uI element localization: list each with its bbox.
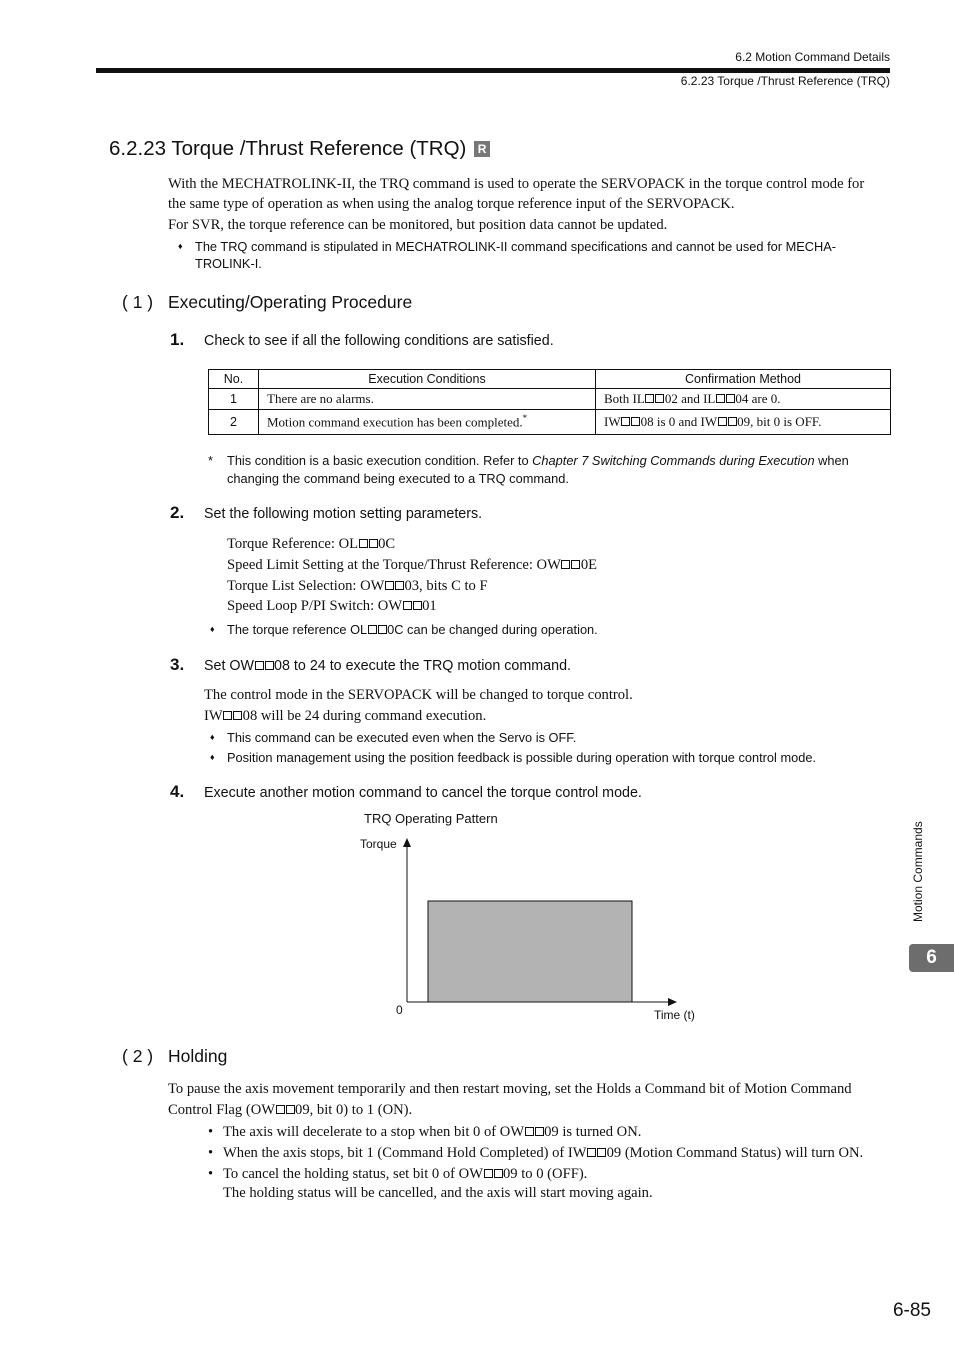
square-icon xyxy=(718,417,727,426)
intro-line-2: the same type of operation as when using the analog torque reference input of the SERVOPACK. xyxy=(168,196,735,212)
holding-line-1: To pause the axis movement temporarily and then restart moving, set the Holds a Command bit of Motion Command xyxy=(168,1081,852,1097)
step-text: 08 to 24 to execute the TRQ motion command. xyxy=(274,658,572,674)
square-icon xyxy=(525,1127,534,1136)
bullet-dot-icon: • xyxy=(208,1124,214,1140)
square-icon xyxy=(385,581,394,590)
header-confirmation-method: Confirmation Method xyxy=(596,370,891,389)
method-part: 04 are 0. xyxy=(735,391,781,406)
step-3-note-2: Position management using the position feedback is possible during operation with torque control mode. xyxy=(227,750,817,765)
bullet-text: 09 to 0 (OFF). xyxy=(503,1166,588,1182)
square-icon xyxy=(223,711,232,720)
bullet-text: 09 is turned ON. xyxy=(544,1124,642,1140)
step-3-note-1: This command can be executed even when the Servo is OFF. xyxy=(227,730,577,745)
method-part: 09, bit 0 is OFF. xyxy=(737,414,822,429)
square-icon xyxy=(395,581,404,590)
square-icon xyxy=(535,1127,544,1136)
square-icon xyxy=(403,601,412,610)
param-text: Torque Reference: OL xyxy=(227,536,359,552)
diagram-x-label: Time (t) xyxy=(654,1008,695,1022)
square-icon xyxy=(631,417,640,426)
page-number: 6-85 xyxy=(892,1300,931,1321)
table-row xyxy=(209,410,891,435)
y-axis-arrow-icon xyxy=(403,838,411,847)
intro-line-3: For SVR, the torque reference can be monitored, but position data cannot be updated. xyxy=(168,217,668,233)
holding-bullet-3-continuation: The holding status will be cancelled, and the axis will start moving again. xyxy=(223,1185,653,1201)
param-text: 0E xyxy=(580,557,598,573)
square-icon xyxy=(726,394,735,403)
execution-conditions-table xyxy=(208,369,891,435)
square-icon xyxy=(233,711,242,720)
holding-bullet-2 xyxy=(223,1143,863,1164)
square-icon xyxy=(484,1169,493,1178)
diagram-title: TRQ Operating Pattern xyxy=(364,811,498,826)
intro-note-line-2: TROLINK-I. xyxy=(195,256,262,271)
method-part: 02 and IL xyxy=(664,391,716,406)
bullet-text: To cancel the holding status, set bit 0 of OW xyxy=(223,1166,483,1182)
step-4-number: 4. xyxy=(170,782,185,801)
trq-operating-pattern-diagram xyxy=(396,835,686,1010)
param-speed-limit xyxy=(227,555,597,576)
condition-text: Motion command execution has been completed. xyxy=(267,414,523,430)
diagram-origin-label: 0 xyxy=(396,1003,403,1017)
step-1-text: Check to see if all the following conditions are satisfied. xyxy=(204,333,554,349)
param-text: Speed Loop P/PI Switch: OW xyxy=(227,598,403,614)
holding-bullet-3 xyxy=(223,1164,587,1185)
r-badge-icon: R xyxy=(474,141,490,157)
square-icon xyxy=(655,394,664,403)
square-icon xyxy=(378,625,387,634)
header-rule xyxy=(96,68,890,73)
square-icon xyxy=(571,560,580,569)
torque-pattern-block xyxy=(428,901,632,1002)
diamond-bullet-icon: ♦ xyxy=(210,752,215,762)
bullet-text: When the axis stops, bit 1 (Command Hold Completed) of IW xyxy=(223,1145,587,1161)
section-2-number: ( 2 ) xyxy=(122,1046,154,1066)
section-1-title: Executing/Operating Procedure xyxy=(168,292,413,312)
square-icon xyxy=(597,1148,606,1157)
param-text: Speed Limit Setting at the Torque/Thrust Reference: OW xyxy=(227,557,561,573)
square-icon xyxy=(359,539,368,548)
line-text: Control Flag (OW xyxy=(168,1102,276,1118)
footnote-text: This condition is a basic execution condition. Refer to xyxy=(227,453,533,468)
holding-bullet-1 xyxy=(223,1122,641,1143)
x-axis-arrow-icon xyxy=(668,998,677,1006)
method-part: 08 is 0 and IW xyxy=(640,414,718,429)
param-speed-loop xyxy=(227,596,437,617)
running-header-section: 6.2 Motion Command Details xyxy=(735,50,890,64)
bullet-text: The axis will decelerate to a stop when bit 0 of OW xyxy=(223,1124,525,1140)
param-text: 0C xyxy=(378,536,396,552)
holding-line-2 xyxy=(168,1100,412,1121)
method-part: Both IL xyxy=(604,391,645,406)
header-execution-conditions: Execution Conditions xyxy=(259,370,596,389)
bullet-text: 09 (Motion Command Status) will turn ON. xyxy=(606,1145,864,1161)
header-no: No. xyxy=(209,370,259,389)
step-3-text xyxy=(204,658,571,674)
row-no: 2 xyxy=(209,410,259,435)
step-2-text: Set the following motion setting parameters. xyxy=(204,506,483,522)
table-header-row xyxy=(209,370,891,389)
footnote-mark: * xyxy=(208,453,213,468)
square-icon xyxy=(716,394,725,403)
square-icon xyxy=(561,560,570,569)
section-2-title: Holding xyxy=(168,1046,228,1066)
square-icon xyxy=(265,661,274,670)
bullet-dot-icon: • xyxy=(208,1166,214,1182)
row-condition xyxy=(259,410,596,435)
diamond-bullet-icon: ♦ xyxy=(178,241,183,251)
square-icon xyxy=(255,661,264,670)
chapter-tab[interactable]: 6 xyxy=(909,944,954,972)
step-3-line-2 xyxy=(204,706,486,727)
step-1-number: 1. xyxy=(170,330,185,349)
square-icon xyxy=(413,601,422,610)
footnote-mark: * xyxy=(522,413,528,424)
table-row xyxy=(209,389,891,410)
footnote-reference: Chapter 7 Switching Commands during Execution xyxy=(532,453,815,468)
running-header-subsection: 6.2.23 Torque /Thrust Reference (TRQ) xyxy=(680,74,890,88)
intro-note-line-1: The TRQ command is stipulated in MECHATROLINK-II command specifications and cannot be used for MECHA- xyxy=(195,239,837,254)
side-chapter-label: Motion Commands xyxy=(911,821,925,922)
step-3-line-1: The control mode in the SERVOPACK will be changed to torque control. xyxy=(204,687,633,703)
intro-line-1: With the MECHATROLINK-II, the TRQ command is used to operate the SERVOPACK in the torque control mode for xyxy=(168,176,865,192)
square-icon xyxy=(276,1105,285,1114)
method-part: IW xyxy=(604,414,621,429)
footnote-line-2: changing the command being executed to a TRQ command. xyxy=(227,471,569,486)
square-icon xyxy=(645,394,654,403)
line-text: IW xyxy=(204,708,223,724)
step-2-note xyxy=(227,621,598,639)
diagram-y-label: Torque xyxy=(360,837,397,851)
page-title xyxy=(109,137,490,161)
row-method xyxy=(596,410,891,435)
param-text: 03, bits C to F xyxy=(404,578,488,594)
page-title-text: 6.2.23 Torque /Thrust Reference (TRQ) xyxy=(109,137,467,160)
param-text: Torque List Selection: OW xyxy=(227,578,385,594)
param-text: 01 xyxy=(422,598,437,614)
footnote-line-1 xyxy=(227,452,849,470)
bullet-dot-icon: • xyxy=(208,1145,214,1161)
step-2-number: 2. xyxy=(170,503,185,522)
diamond-bullet-icon: ♦ xyxy=(210,732,215,742)
line-text: 08 will be 24 during command execution. xyxy=(242,708,487,724)
square-icon xyxy=(494,1169,503,1178)
param-torque-reference xyxy=(227,534,395,555)
step-3-number: 3. xyxy=(170,655,185,674)
square-icon xyxy=(621,417,630,426)
square-icon xyxy=(368,625,377,634)
diamond-bullet-icon: ♦ xyxy=(210,624,215,634)
param-torque-list xyxy=(227,576,488,597)
square-icon xyxy=(728,417,737,426)
step-4-text: Execute another motion command to cancel the torque control mode. xyxy=(204,785,642,801)
section-1-number: ( 1 ) xyxy=(122,292,154,312)
square-icon xyxy=(369,539,378,548)
row-condition: There are no alarms. xyxy=(259,389,596,410)
square-icon xyxy=(286,1105,295,1114)
row-method xyxy=(596,389,891,410)
line-text: 09, bit 0) to 1 (ON). xyxy=(295,1102,413,1118)
square-icon xyxy=(587,1148,596,1157)
step-text: Set OW xyxy=(204,658,255,674)
footnote-text: when xyxy=(814,453,849,468)
note-text: The torque reference OL xyxy=(227,622,368,637)
note-text: 0C can be changed during operation. xyxy=(387,622,598,637)
row-no: 1 xyxy=(209,389,259,410)
